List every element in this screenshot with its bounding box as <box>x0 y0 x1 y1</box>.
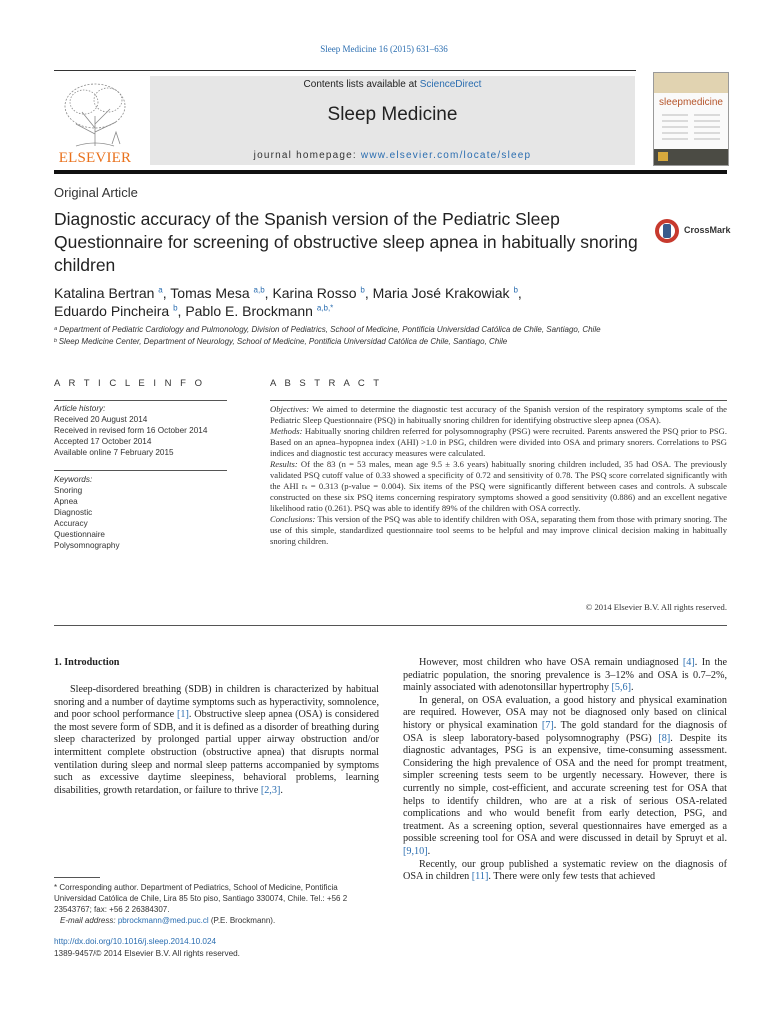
author-name[interactable]: Karina Rosso <box>272 285 357 301</box>
reference-link[interactable]: [8] <box>658 732 671 744</box>
footnote-rule <box>54 877 100 878</box>
article-info-heading: A R T I C L E I N F O <box>54 378 205 389</box>
keyword[interactable]: Polysomnography <box>54 541 120 550</box>
sciencedirect-link[interactable]: ScienceDirect <box>419 79 482 90</box>
elsevier-wordmark[interactable]: ELSEVIER <box>58 150 132 166</box>
article-title: Diagnostic accuracy of the Spanish version of the Pediatric Sleep Questionnaire for screening of obstructive sleep apnea in habitually snoring children <box>54 209 638 275</box>
author-name[interactable]: Pablo E. Brockmann <box>185 303 313 319</box>
affiliation-marker[interactable]: b <box>360 285 365 295</box>
journal-homepage-link[interactable]: www.elsevier.com/locate/sleep <box>360 150 532 161</box>
journal-name[interactable]: Sleep Medicine <box>327 104 458 125</box>
header-bottom-rule <box>54 170 727 174</box>
doi-link[interactable]: http://dx.doi.org/10.1016/j.sleep.2014.10.024 <box>54 937 217 946</box>
affiliation-a: ᵃ Department of Pediatric Cardiology and Pulmonology, Division of Pediatrics, School of Medicine, Pontificia Universidad Católica de Chile, Santiago, Chile <box>54 325 601 334</box>
keywords-label: Keywords: <box>54 475 93 484</box>
header-top-rule <box>54 70 636 71</box>
reference-link[interactable]: [2,3] <box>260 784 281 796</box>
body-paragraph <box>403 859 727 884</box>
paragraph-text: . In the pediatric population, the snoring prevalence is 3–12% and OSA is 0.7–2%, mainly associated with adenotonsillar hypertrophy <box>403 657 727 694</box>
cover-title: sleepmedicine <box>659 97 723 108</box>
methods-label: Methods: <box>270 426 303 436</box>
paragraph-text: . <box>427 845 431 857</box>
cover-top-stripe <box>654 73 728 93</box>
keyword[interactable]: Diagnostic <box>54 508 93 517</box>
reference-link[interactable]: [4] <box>682 657 695 668</box>
body-paragraph <box>54 684 379 797</box>
abstract-objectives <box>270 404 727 426</box>
affiliation-marker[interactable]: a,b <box>253 285 265 295</box>
article-type: Original Article <box>54 185 138 200</box>
history-online: Available online 7 February 2015 <box>54 448 174 457</box>
paragraph-text: However, most children who have OSA remain undiagnosed <box>419 657 683 668</box>
contents-prefix: Contents lists available at <box>303 79 417 90</box>
conclusions-text: This version of the PSQ was able to identify children with OSA, separating them from those with primary snoring. The use of this simple, standardized questionnaire tool seems to be helpful and may improve clinical decision making in habitually snoring children. <box>270 514 728 546</box>
homepage-prefix: journal homepage: <box>253 150 357 161</box>
results-label: Results: <box>270 459 298 469</box>
history-accepted: Accepted 17 October 2014 <box>54 437 152 446</box>
email-label: E-mail address: <box>60 916 116 925</box>
history-received: Received 20 August 2014 <box>54 415 148 424</box>
keyword[interactable]: Accuracy <box>54 519 88 528</box>
objectives-label: Objectives: <box>270 404 310 414</box>
reference-link[interactable]: [5,6] <box>611 682 632 694</box>
paragraph-text: Recently, our group published a systematic review on the diagnosis of OSA in children <box>403 858 727 883</box>
abstract-methods <box>270 426 727 459</box>
article-info-rule <box>54 400 227 401</box>
introduction-heading: 1. Introduction <box>54 657 120 668</box>
keyword[interactable]: Questionnaire <box>54 530 105 539</box>
abstract-results <box>270 459 727 514</box>
body-column-right <box>403 657 727 884</box>
journal-citation-link[interactable]: Sleep Medicine 16 (2015) 631–636 <box>320 44 448 54</box>
methods-text: Habitually snoring children referred for polysomnography (PSG) were recruited. Parents answered the PSQ prior to PSG. Based on an apnea–hypopnea index (AHI) >1.0 in PSG, children were divided into OSA and primary snorers. Correlations to PSG indices and diagnostic test accuracy measures were calculated. <box>270 426 727 458</box>
author-name[interactable]: Tomas Mesa <box>170 285 250 301</box>
author-name[interactable]: Katalina Bertran <box>54 285 155 301</box>
paragraph-text: . Despite its diagnostic advantages, PSG is an expensive, time-consuming assessment. Considering the high prevalence of OSA and the need for prompt treatment, simpler screening tests seem to be urgently necessary. However, there is currently no simple, cost-efficient, and accurate screening test for OSA that helps to identify children, who are at a risk of serious OSA-related complications and who would benefit from early detection, PSG, and treatment. As a screening option, several questionnaires have emerged as a possible screening tool for OSA and were discussed in detail by Spruyt et al. <box>403 732 727 845</box>
keyword[interactable]: Apnea <box>54 497 78 506</box>
paragraph-text: . <box>280 784 283 796</box>
email-link[interactable]: pbrockmann@med.puc.cl <box>117 916 209 925</box>
journal-homepage-line <box>150 150 635 161</box>
author-list: Katalina Bertran $^a$, Tomas Mesa $^{a,b}$, Karina Rosso $^b$, Maria José Krakowiak $^b$, Eduardo Pincheira $^b$, Pablo E. Brockmann $^{a,b,*}$ <box>54 285 522 319</box>
author-name[interactable]: Eduardo Pincheira <box>54 303 170 319</box>
reference-link[interactable]: [7] <box>541 719 554 731</box>
paragraph-text: . There were only few tests that achieved <box>488 871 656 883</box>
journal-cover-thumbnail[interactable] <box>653 72 729 166</box>
paragraph-text: Sleep-disordered breathing (SDB) in children is characterized by habitual snoring and a number of daytime symptoms such as hyperactivity, somnolence, and poor school performance <box>54 684 379 721</box>
abstract-copyright: © 2014 Elsevier B.V. All rights reserved. <box>585 602 727 612</box>
affiliation-marker[interactable]: b <box>173 303 178 313</box>
reference-link[interactable]: [9,10] <box>403 845 428 857</box>
cover-badge <box>658 152 668 161</box>
paragraph-text: . <box>631 682 634 694</box>
affiliation-b: ᵇ Sleep Medicine Center, Department of Neurology, School of Medicine, Pontificia Universidad Católica de Chile, Santiago, Chile <box>54 337 508 346</box>
paragraph-text: . Obstructive sleep apnea (OSA) is considered the most severe form of SDB, and it is defined as a disorder of breathing during sleep characterized by prolonged partial upper airway obstruction and/or intermittent complete obstruction (obstructive apnea) that disrupts normal ventilation during sleep and normal sleep patterns accompanied by symptoms such as excessive daytime sleepiness, behavioral problems, learning disabilities, growth retardation, or failure to thrive <box>54 709 380 796</box>
abstract-heading: A B S T R A C T <box>270 378 383 389</box>
paragraph-text: . The gold standard for the diagnosis of OSA is sleep laboratory-based polysomnography (PSG) <box>403 719 728 744</box>
author-name[interactable]: Maria José Krakowiak <box>372 285 510 301</box>
reference-link[interactable]: [1] <box>176 709 189 721</box>
issn-copyright: 1389-9457/© 2014 Elsevier B.V. All rights reserved. <box>54 949 240 958</box>
corresponding-author-footnote <box>54 882 379 926</box>
reference-link[interactable]: [11] <box>471 871 489 883</box>
contents-available-line <box>150 79 635 90</box>
history-revised: Received in revised form 16 October 2014 <box>54 426 208 435</box>
footnote-corresponding: * Corresponding author. Department of Pediatrics, School of Medicine, Pontificia Universidad Católica de Chile, Lira 85 5to piso, Santiago 330074, Chile. Tel.: +56 2 23543767; fax: +56 2 26384307. <box>54 883 348 914</box>
body-column-left <box>54 684 379 797</box>
email-suffix: (P.E. Brockmann). <box>208 916 276 925</box>
crossmark-label[interactable]: CrossMark <box>684 225 731 235</box>
keywords-rule <box>54 470 227 471</box>
affiliation-marker[interactable]: b <box>513 285 518 295</box>
abstract-rule <box>270 400 727 401</box>
abstract-conclusions <box>270 514 727 547</box>
affiliation-marker[interactable]: a,b,* <box>316 303 334 313</box>
body-paragraph <box>403 695 727 859</box>
keyword[interactable]: Snoring <box>54 486 83 495</box>
conclusions-label: Conclusions: <box>270 514 316 524</box>
paragraph-text: In general, on OSA evaluation, a good history and physical examination are required. However, OSA may not be diagnosed only based on clinical history or physical examination <box>403 694 727 731</box>
body-separator-rule <box>54 625 727 626</box>
affiliation-marker[interactable]: a <box>158 285 163 295</box>
body-paragraph <box>403 657 727 695</box>
objectives-text: We aimed to determine the diagnostic test accuracy of the Spanish version of the respiratory symptoms scale of the Pediatric Sleep Questionnaire (PSQ) in habitually snoring children for identifying obstructive sleep apnea (OSA). <box>270 404 727 425</box>
abstract-body <box>270 404 727 547</box>
history-label: Article history: <box>54 404 106 413</box>
results-text: Of the 83 (n = 53 males, mean age 9.5 ± 3.6 years) habitually snoring children included, 35 had OSA. The previously validated PSQ cutoff value of 0.33 showed a specificity of 0.72 and sensitivity of 0.78. The PSQ score correlated significantly with the AHI rₛ = 0.313 (p-value = 0.004). Six items of the PSQ were significantly different between cases and controls. A subscale constructed on these six PSQ items concerning respiratory symptoms showed a good sensitivity (0.886) and an excellent negative likelihood ratio (0.261). PSQ was able to identify 89% of the children with OSA correctly. <box>270 459 727 513</box>
footnote-email <box>54 915 379 926</box>
cover-text-lines <box>662 113 720 147</box>
